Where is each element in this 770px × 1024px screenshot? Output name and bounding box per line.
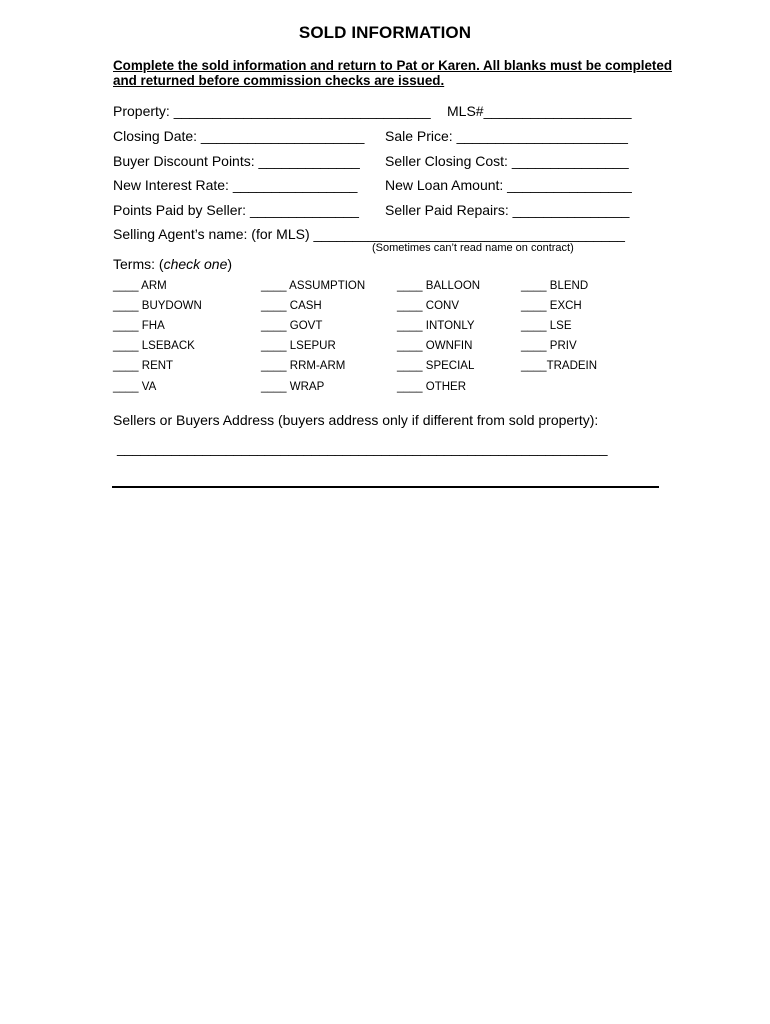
page-title: SOLD INFORMATION bbox=[298, 23, 472, 42]
term-option-conv[interactable]: ____ CONV bbox=[397, 300, 460, 312]
term-option-exch[interactable]: ____ EXCH bbox=[521, 300, 582, 312]
term-option-lsepur[interactable]: ____ LSEPUR bbox=[261, 340, 336, 352]
term-option-other[interactable]: ____ OTHER bbox=[397, 381, 467, 393]
address-label: Sellers or Buyers Address (buyers address only if different from sold property): bbox=[113, 412, 599, 428]
terms-label-prefix: Terms: ( bbox=[113, 256, 164, 272]
term-option-lseback[interactable]: ____ LSEBACK bbox=[113, 340, 195, 352]
term-option-intonly[interactable]: ____ INTONLY bbox=[397, 320, 475, 332]
term-option-wrap[interactable]: ____ WRAP bbox=[261, 381, 325, 393]
seller-closing-cost-field[interactable]: Seller Closing Cost: _______________ bbox=[385, 153, 629, 169]
term-option-cash[interactable]: ____ CASH bbox=[261, 300, 322, 312]
selling-agent-note: (Sometimes can’t read name on contract) bbox=[372, 242, 574, 254]
term-option-priv[interactable]: ____ PRIV bbox=[521, 340, 577, 352]
property-field[interactable]: Property: _________________________________ bbox=[113, 103, 431, 119]
selling-agent-field[interactable]: Selling Agent’s name: (for MLS) ________________________________________ bbox=[113, 226, 625, 242]
term-option-rent[interactable]: ____ RENT bbox=[113, 360, 174, 372]
term-option-rrm-arm[interactable]: ____ RRM-ARM bbox=[261, 360, 346, 372]
bottom-divider bbox=[112, 486, 659, 488]
term-option-tradein[interactable]: ____TRADEIN bbox=[521, 360, 598, 372]
term-option-govt[interactable]: ____ GOVT bbox=[261, 320, 323, 332]
term-option-buydown[interactable]: ____ BUYDOWN bbox=[113, 300, 202, 312]
closing-date-field[interactable]: Closing Date: _____________________ bbox=[113, 128, 365, 144]
new-loan-amount-field[interactable]: New Loan Amount: ________________ bbox=[385, 177, 632, 193]
term-option-ownfin[interactable]: ____ OWNFIN bbox=[397, 340, 473, 352]
term-option-special[interactable]: ____ SPECIAL bbox=[397, 360, 475, 372]
term-option-fha[interactable]: ____ FHA bbox=[113, 320, 165, 332]
seller-paid-repairs-field[interactable]: Seller Paid Repairs: _______________ bbox=[385, 202, 630, 218]
instructions-text: Complete the sold information and return to Pat or Karen. All blanks must be completed and returned before commission checks are issued. bbox=[113, 58, 673, 88]
term-option-blend[interactable]: ____ BLEND bbox=[521, 280, 589, 292]
sale-price-field[interactable]: Sale Price: ______________________ bbox=[385, 128, 628, 144]
mls-field[interactable]: MLS#___________________ bbox=[447, 103, 632, 119]
address-field[interactable]: _______________________________________________________________ bbox=[117, 440, 608, 456]
term-option-arm[interactable]: ____ ARM bbox=[113, 280, 167, 292]
term-option-va[interactable]: ____ VA bbox=[113, 381, 157, 393]
new-interest-rate-field[interactable]: New Interest Rate: ________________ bbox=[113, 177, 358, 193]
terms-label bbox=[113, 256, 232, 272]
terms-label-italic: check one bbox=[163, 256, 228, 272]
term-option-lse[interactable]: ____ LSE bbox=[521, 320, 572, 332]
points-paid-by-seller-field[interactable]: Points Paid by Seller: ______________ bbox=[113, 202, 359, 218]
terms-label-suffix: ) bbox=[227, 256, 233, 272]
buyer-discount-points-field[interactable]: Buyer Discount Points: _____________ bbox=[113, 153, 360, 169]
term-option-assumption[interactable]: ____ ASSUMPTION bbox=[261, 280, 366, 292]
term-option-balloon[interactable]: ____ BALLOON bbox=[397, 280, 481, 292]
